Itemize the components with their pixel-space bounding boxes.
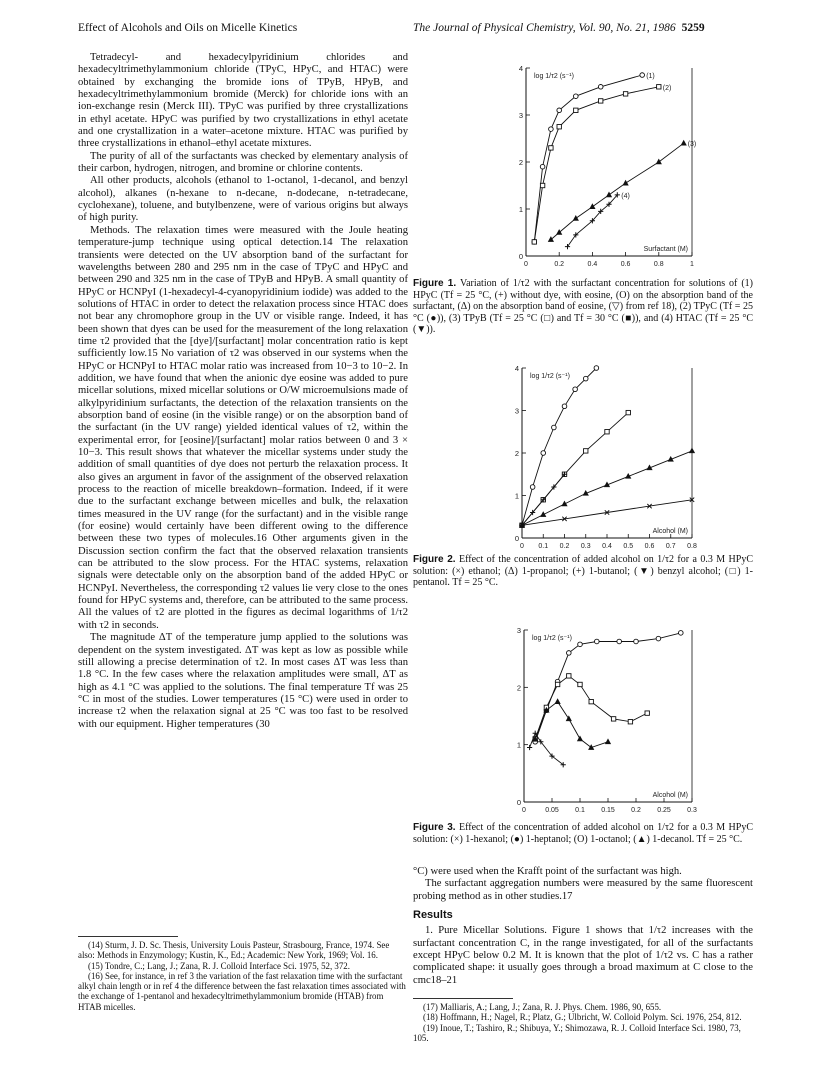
running-header: Effect of Alcohols and Oils on Micelle Kinetics [78,22,298,34]
data-point [573,387,578,392]
data-point [594,366,599,371]
x-tick-label: 0 [520,543,524,550]
series-line [534,87,659,242]
data-point [606,192,611,197]
y-tick-label: 2 [518,158,523,167]
paragraph: The purity of all of the surfactants was checked by elementary analysis of their carbon, hydrogen, nitrogen, and bromine or chlorine contents. [78,150,408,175]
reference: (14) Sturm, J. D. Sc. Thesis, University Louis Pasteur, Strasbourg, France, 1974. See also: Methods in Enzymology; Kustin, K., Ed.; Academic: New York, 1969; Vol. 16. [78,940,390,961]
data-point [605,430,609,434]
data-point [552,425,557,430]
y-tick-label: 2 [516,683,521,693]
y-tick-label: 3 [518,111,523,120]
data-point [598,85,603,90]
x-tick-label: 0.7 [665,543,676,550]
series-line [522,368,596,525]
x-tick-label: 0.15 [601,807,615,814]
data-point [555,699,560,704]
x-tick-label: 0.8 [687,543,697,550]
data-point [584,449,588,453]
data-point [532,240,536,244]
right-references [413,1002,753,1043]
x-tick-label: 0.8 [653,261,664,268]
data-point [656,159,661,164]
data-point [605,739,610,744]
data-point [567,674,571,678]
data-point [590,204,595,209]
x-axis-label: Alcohol (M) [652,792,688,799]
reference: (17) Malliaris, A.; Lang, J.; Zana, R. J. Phys. Chem. 1986, 90, 655. [423,1002,662,1012]
y-axis-label: log 1/τ2 (s⁻¹) [530,373,570,380]
figure-3 [500,622,700,817]
data-point [628,720,632,724]
data-point [578,642,583,647]
reference: (15) Tondre, C.; Lang, J.; Zana, R. J. Colloid Interface Sci. 1975, 52, 372. [88,960,350,971]
x-tick-label: 0.2 [554,261,565,268]
caption-label: Figure 1. [413,278,457,289]
journal-citation [413,22,705,34]
data-point [540,183,544,187]
y-axis-label: log 1/τ2 (s⁻¹) [532,635,572,642]
y-tick-label: 1 [516,740,521,750]
data-point [557,108,562,113]
x-tick-label: 0.3 [687,807,697,814]
y-tick-label: 3 [514,406,519,416]
data-point [577,736,582,741]
y-tick-label: 3 [516,626,521,635]
curve-label: (4) [621,192,630,200]
data-point [623,92,627,96]
x-axis-label: Surfactant (M) [643,246,688,253]
left-column-text [78,52,408,731]
x-tick-label: 0.2 [631,807,641,814]
y-tick-label: 0 [516,798,521,807]
x-tick-label: 0.6 [644,543,655,550]
data-point [657,85,661,89]
data-point [541,512,546,517]
figure-1-plot [500,60,700,270]
y-tick-label: 4 [514,364,519,373]
x-tick-label: 0.1 [575,807,585,814]
reference: (18) Hoffmann, H.; Nagel, R.; Platz, G.; Ulbricht, W. Colloid Polym. Sci. 1976, 254, 812. [423,1012,742,1023]
data-point [562,501,567,506]
x-tick-label: 0.5 [623,543,634,550]
data-point [555,682,559,686]
paragraph: All other products, alcohols (ethanol to 1-octanol, 1-decanol, and benzyl alcohol), alkanes (n-hexane to n-decane, n-dodecane, n-tetradecane, cyclohexane), toluene, and butylbenzene, were of various origins but always of high purity. [78,175,408,224]
caption-label: Figure 2. [413,554,456,565]
journal-name: The Journal of Physical Chemistry, Vol. 90, No. 21, 1986 [413,22,676,34]
data-point [626,410,630,414]
reference: (19) Inoue, T.; Tashiro, R.; Shibuya, Y.; Shimozawa, R. J. Colloid Interface Sci. 1980, 73, 105. [413,1022,741,1043]
series-line [534,75,642,242]
x-tick-label: 0 [524,261,528,268]
data-point [541,451,546,456]
series-line [535,676,647,739]
caption-label: Figure 3. [413,822,456,833]
curve-label: (2) [662,84,672,92]
data-point [574,94,579,99]
x-tick-label: 0.4 [602,543,612,550]
paragraph: The surfactant aggregation numbers were measured by the same fluorescent probing method as in other studies.17 [413,878,753,902]
data-point [557,125,561,129]
y-tick-label: 2 [514,449,519,458]
y-tick-label: 1 [518,205,523,214]
data-point [617,639,622,644]
data-point [562,404,567,409]
caption-text: Effect of the concentration of added alcohol on 1/τ2 for a 0.3 M HPyC solution: (×) 1-hexanol; (●) 1-heptanol; (O) 1-octanol; (▲) 1-decanol. Tf = 25 °C. [413,822,753,845]
figure-2-plot [500,362,700,552]
page-number: 5259 [681,22,705,34]
series-line [522,451,692,525]
data-point [530,485,535,490]
figure-3-plot [500,622,700,817]
series-line [551,143,684,239]
footnote-rule [78,936,178,937]
x-tick-label: 0.2 [559,543,570,550]
reference: (16) See, for instance, in ref 3 the variation of the fast relaxation time with the surfactant alkyl chain length or in ref 4 the difference between the fast relaxation times associated with the exchange of 1-pentanol and hexadecyltrimethylammonium bromide (HTAB) from HTAB micelles. [78,970,406,1012]
data-point [589,699,593,703]
paragraph: Tetradecyl- and hexadecylpyridinium chlorides and hexadecyltrimethylammonium chloride (TPyC, HPyC, and HTAC) were obtained by exchanging the bromide ions of TPyB, HPyB, and hexadecyltrimethylammonium bromide (Merck) for chloride ions with an ion-exchange resin (Merck III). TPyC was purified by three crystallizations in ethyl acetate. HPyC was purified by two crystallizations in ethyl acetate and one crystallization in a water–acetone mixture. HTAC was purified by three crystallizations in ethanol–ethyl acetate mixtures. [78,52,408,150]
x-tick-label: 1 [690,261,694,268]
data-point [679,631,684,636]
data-point [681,140,686,145]
curve-label: (1) [646,73,655,81]
data-point [583,376,588,381]
data-point [599,99,603,103]
y-tick-label: 0 [514,534,519,543]
y-tick-label: 1 [514,491,519,501]
right-column-text [413,866,753,987]
figure-2-caption [413,554,753,589]
paragraph: 1. Pure Micellar Solutions. Figure 1 shows that 1/τ2 increases with the surfactant concentration C, in the range investigated, for all of the surfactants except HPyC below 0.2 M. It is known that the plot of 1/τ2 vs. C has a rather complicated shape: it usually goes through a broad maximum at C close to the cmc18–21 [413,925,753,986]
left-references [78,940,408,1012]
y-tick-label: 4 [518,64,523,73]
paragraph: °C) were used when the Krafft point of the surfactant was high. [413,866,682,877]
data-point [656,636,661,641]
data-point [689,448,694,453]
data-point [527,745,532,750]
x-tick-label: 0.1 [538,543,549,550]
x-tick-label: 0.25 [657,807,671,814]
x-tick-label: 0.6 [620,261,631,268]
x-axis-label: Alcohol (M) [652,528,688,535]
section-heading: Results [413,909,453,922]
data-point [578,682,582,686]
data-point [623,180,628,185]
x-tick-label: 0.3 [580,543,591,550]
footnote-rule [413,998,513,999]
data-point [634,639,639,644]
paragraph: Methods. The relaxation times were measured with the Joule heating temperature-jump technique using optical detection.14 The relaxation transients were detected on the UV absorption band of the surfactant for wavelengths between 280 and 295 nm in the case of TPyC and HPyC and between 290 and 325 nm in the case of TPyB and HPyB. A small quantity of HPyC or HCNPyI (1-hexadecyl-4-cyanopyridinium iodide) was added to the solutions of HTAC in order to detect the relaxation process since HTAC does not bear any chromophore group in the UV or visible range. Indeed, it has been shown that dyes can be used for the measurement of the long relaxation time τ2 provided that the [dye]/[surfactant] molar concentration ratio is kept sufficiently low.15 No variation of τ2 was observed in our systems when the HPyC or HCNPyI to HTAC molar ratio was increased from 10−3 to 10−2. In addition, we have found that when the anionic dye eosine was added to pure micellar solutions, mixed micellar solutions or O/W microemulsions made of alkylpyridinium surfactants, the detection of the relaxation transients on the absorption band of eosine (in the visible range) or on the absorption band of the surfactant (in the UV range) yielded identical values of τ2, within the experimental error, for [eosine]/[surfactant] molar ratios between 0 and 3 × 10−3. This result shows that whatever the micellar systems under study the addition of small quantities of dye does not perturb the relaxation process. It also gives an argument in favor of the assignment of the observed relaxation process to the reaction of micelle breakdown–formation. Indeed, if it were due to the surfactant exchange between micelles and bulk, the relaxation times measured in the UV range (for the surfactant) and in the visible range (for eosine) would certainly have been different owing to the difference between these two types of molecules.16 Other arguments given in the Discussion section confirm the fact that the observed relaxation transients can be attributed to the slow process. For the HTAC systems, relaxation signals were detectable only on the absorption band of the added HPyC or HCNPyI. Nevertheless, the corresponding τ2 values lie very close to the ones found for HPyC systems and, therefore, can be attributed to the same process. All the values of τ2 are plotted in the figures as decimal logarithms of 1/τ2 with τ2 in seconds. [78,224,408,631]
series-line [535,633,681,742]
figure-1 [500,60,700,270]
data-point [574,108,578,112]
x-tick-label: 0.05 [545,807,559,814]
curve-label: (3) [687,141,697,149]
data-point [595,639,600,644]
x-tick-label: 0 [522,807,526,814]
figure-1-caption [413,278,753,336]
data-point [645,711,649,715]
y-tick-label: 0 [518,252,523,261]
figure-2 [500,362,700,552]
y-axis-label: log 1/τ2 (s⁻¹) [534,73,574,80]
data-point [549,146,553,150]
data-point [567,651,572,656]
paragraph: The magnitude ΔT of the temperature jump applied to the solutions was dependent on the system investigated. ΔT was kept as low as possible while still allowing a precise determination of τ2. In most cases ΔT was less than 1.8 °C. In the few cases where the relaxation amplitudes were small, ΔT as high as 4.1 °C was applied to the solutions. The final temperature Tf was 25 °C in most of the studies. Lower temperatures (15 °C) were used in order to increase τ2 when the relaxation signal at 25 °C was too fast to be resolved with our equipment. Higher temperatures (30 [78,632,408,730]
caption-text: Variation of 1/τ2 with the surfactant concentration for solutions of (1) HPyC (Tf = 25 °C, (+) without dye, with eosine, (O) on the absorption band of the surfactant, (Δ) on the absorption band of eosine, (▽) from ref 18), (2) TPyC (Tf = 25 °C (●)), (3) TPyB (Tf = 25 °C (□) and Tf = 30 °C (■)), and (4) HTAC (Tf = 25 °C (▼)). [413,278,754,336]
caption-text: Effect of the concentration of added alcohol on 1/τ2 for a 0.3 M HPyC solution: (×) ethanol; (Δ) 1-propanol; (+) 1-butanol; (▼) benzyl alcohol; (□) 1-pentanol. Tf = 25 °C. [413,554,753,589]
data-point [549,127,554,132]
figure-3-caption [413,822,753,845]
x-tick-label: 0.4 [587,261,598,268]
data-point [611,717,615,721]
data-point [540,164,545,169]
data-point [573,216,578,221]
data-point [640,73,645,78]
